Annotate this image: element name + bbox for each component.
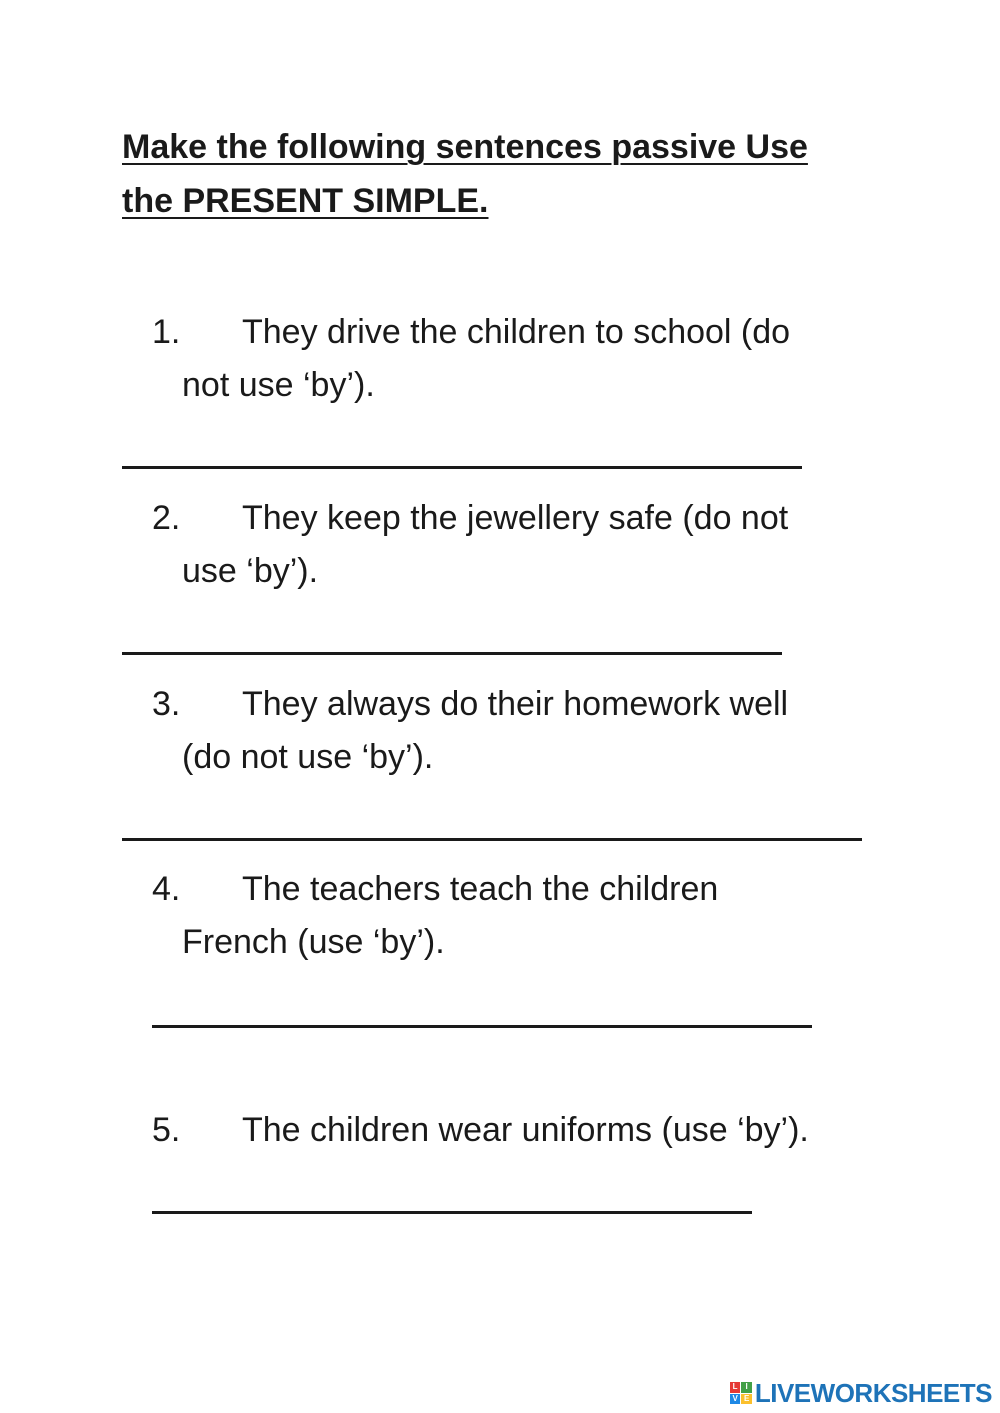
question-text: The children wear uniforms (use ‘by’). <box>242 1111 809 1149</box>
question-number: 5. <box>152 1111 181 1149</box>
logo-mark-letter: E <box>741 1394 752 1405</box>
liveworksheets-logo-mark <box>730 1382 752 1404</box>
logo-mark-letter: I <box>741 1382 752 1393</box>
answer-line-4[interactable] <box>152 1025 812 1028</box>
question-text: They drive the children to school (do <box>242 313 791 351</box>
question-3 <box>152 678 872 784</box>
question-text-continuation: not use ‘by’). <box>182 366 375 404</box>
answer-line-5[interactable] <box>152 1211 752 1214</box>
logo-mark-letter: L <box>730 1382 741 1393</box>
question-number: 3. <box>152 685 181 723</box>
question-4 <box>152 863 872 969</box>
question-5 <box>152 1104 872 1157</box>
answer-line-2[interactable] <box>122 652 782 655</box>
question-number: 4. <box>152 870 181 908</box>
question-2 <box>152 492 872 598</box>
question-text: The teachers teach the children <box>242 870 719 908</box>
logo-mark-letter: V <box>730 1394 741 1405</box>
answer-line-1[interactable] <box>122 466 802 469</box>
question-1 <box>152 306 872 412</box>
liveworksheets-logo <box>730 1377 992 1408</box>
question-number: 2. <box>152 499 181 537</box>
answer-line-3[interactable] <box>122 838 862 841</box>
question-text-continuation: (do not use ‘by’). <box>182 738 434 776</box>
logo-text: LIVEWORKSHEETS <box>754 1377 992 1408</box>
question-text-continuation: use ‘by’). <box>182 552 319 590</box>
worksheet-instructions: Make the following sentences passive Use the PRESENT SIMPLE. <box>122 128 808 220</box>
question-text-continuation: French (use ‘by’). <box>182 923 445 961</box>
question-number: 1. <box>152 313 181 351</box>
question-text: They always do their homework well <box>242 685 789 723</box>
question-text: They keep the jewellery safe (do not <box>242 499 789 537</box>
